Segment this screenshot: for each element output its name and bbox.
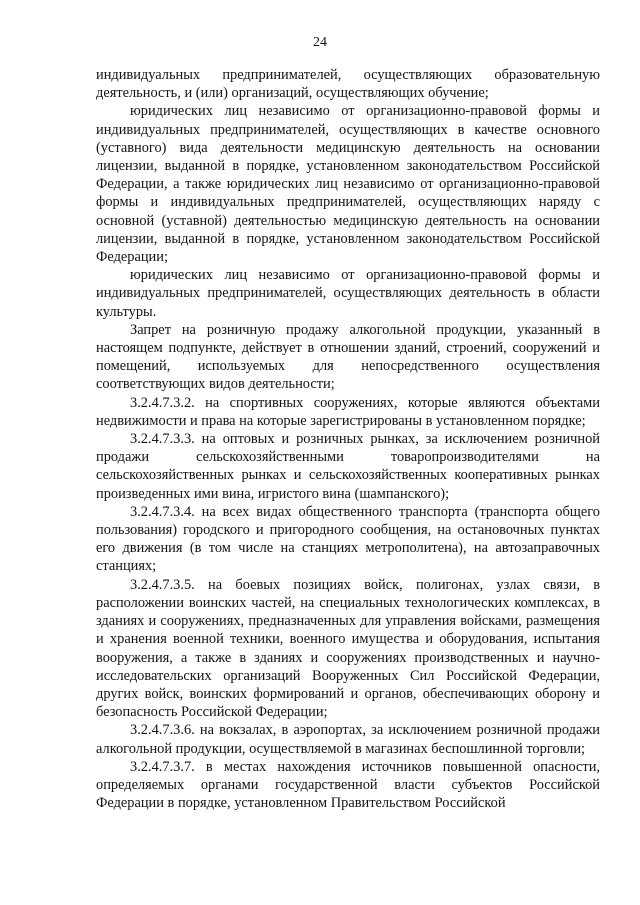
- paragraph-1: индивидуальных предпринимателей, осуществляющих образовательную деятельность, и (или) организаций, осуществляющих обучение;: [96, 67, 600, 102]
- paragraph-2: юридических лиц независимо от организационно-правовой формы и индивидуальных предпринимателей, осуществляющих в качестве основного (уставного) вида деятельности медицинскую деятельность на основании лицензии, выданной в порядке, установленном законодательством Российской Федерации, а также юридических лиц независимо от организационно-правовой формы и индивидуальных предпринимателей, осуществляющих наряду с основной (уставной) деятельностью медицинскую деятельность на основании лицензии, выданной в порядке, установленном законодательством Российской Федерации;: [96, 103, 600, 266]
- paragraph-3: юридических лиц независимо от организационно-правовой формы и индивидуальных предпринимателей, осуществляющих деятельность в области культуры.: [96, 267, 600, 320]
- page-number: 24: [313, 35, 327, 50]
- paragraph-6: 3.2.4.7.3.3. на оптовых и розничных рынках, за исключением розничной продажи сельскохозяйственными товаропроизводителями на сельскохозяйственных рынках и сельскохозяйственных кооперативных рынках произведенных ими вина, игристого вина (шампанского);: [96, 431, 600, 502]
- paragraph-9: 3.2.4.7.3.6. на вокзалах, в аэропортах, за исключением розничной продажи алкогольной продукции, осуществляемой в магазинах беспошлинной торговли;: [96, 722, 600, 757]
- paragraph-5: 3.2.4.7.3.2. на спортивных сооружениях, которые являются объектами недвижимости и права на которые зарегистрированы в установленном порядке;: [96, 394, 600, 429]
- paragraph-7: 3.2.4.7.3.4. на всех видах общественного транспорта (транспорта общего пользования) городского и пригородного сообщения, на остановочных пунктах его движения (в том числе на станциях метрополитена), на автозаправочных станциях;: [96, 503, 600, 575]
- paragraph-8: 3.2.4.7.3.5. на боевых позициях войск, полигонах, узлах связи, в расположении воинских частей, на специальных технологических комплексах, в зданиях и сооружениях, предназначенных для управления войсками, размещения и хранения военной техники, военного имущества и оборудования, испытания вооружения, а также в зданиях и сооружениях производственных и научно-исследовательских организаций Вооруженных Сил Российской Федерации, других войск, воинских формирований и органов, обеспечивающих оборону и безопасность Российской Федерации;: [96, 576, 600, 721]
- document-body: [96, 66, 600, 812]
- paragraph-10: 3.2.4.7.3.7. в местах нахождения источников повышенной опасности, определяемых органами государственной власти субъектов Российской Федерации в порядке, установленном Правительством Российской: [96, 758, 600, 812]
- paragraph-4: Запрет на розничную продажу алкогольной продукции, указанный в настоящем подпункте, действует в отношении зданий, строений, сооружений и помещений, используемых для непосредственного осуществления соответствующих видов деятельности;: [96, 321, 600, 393]
